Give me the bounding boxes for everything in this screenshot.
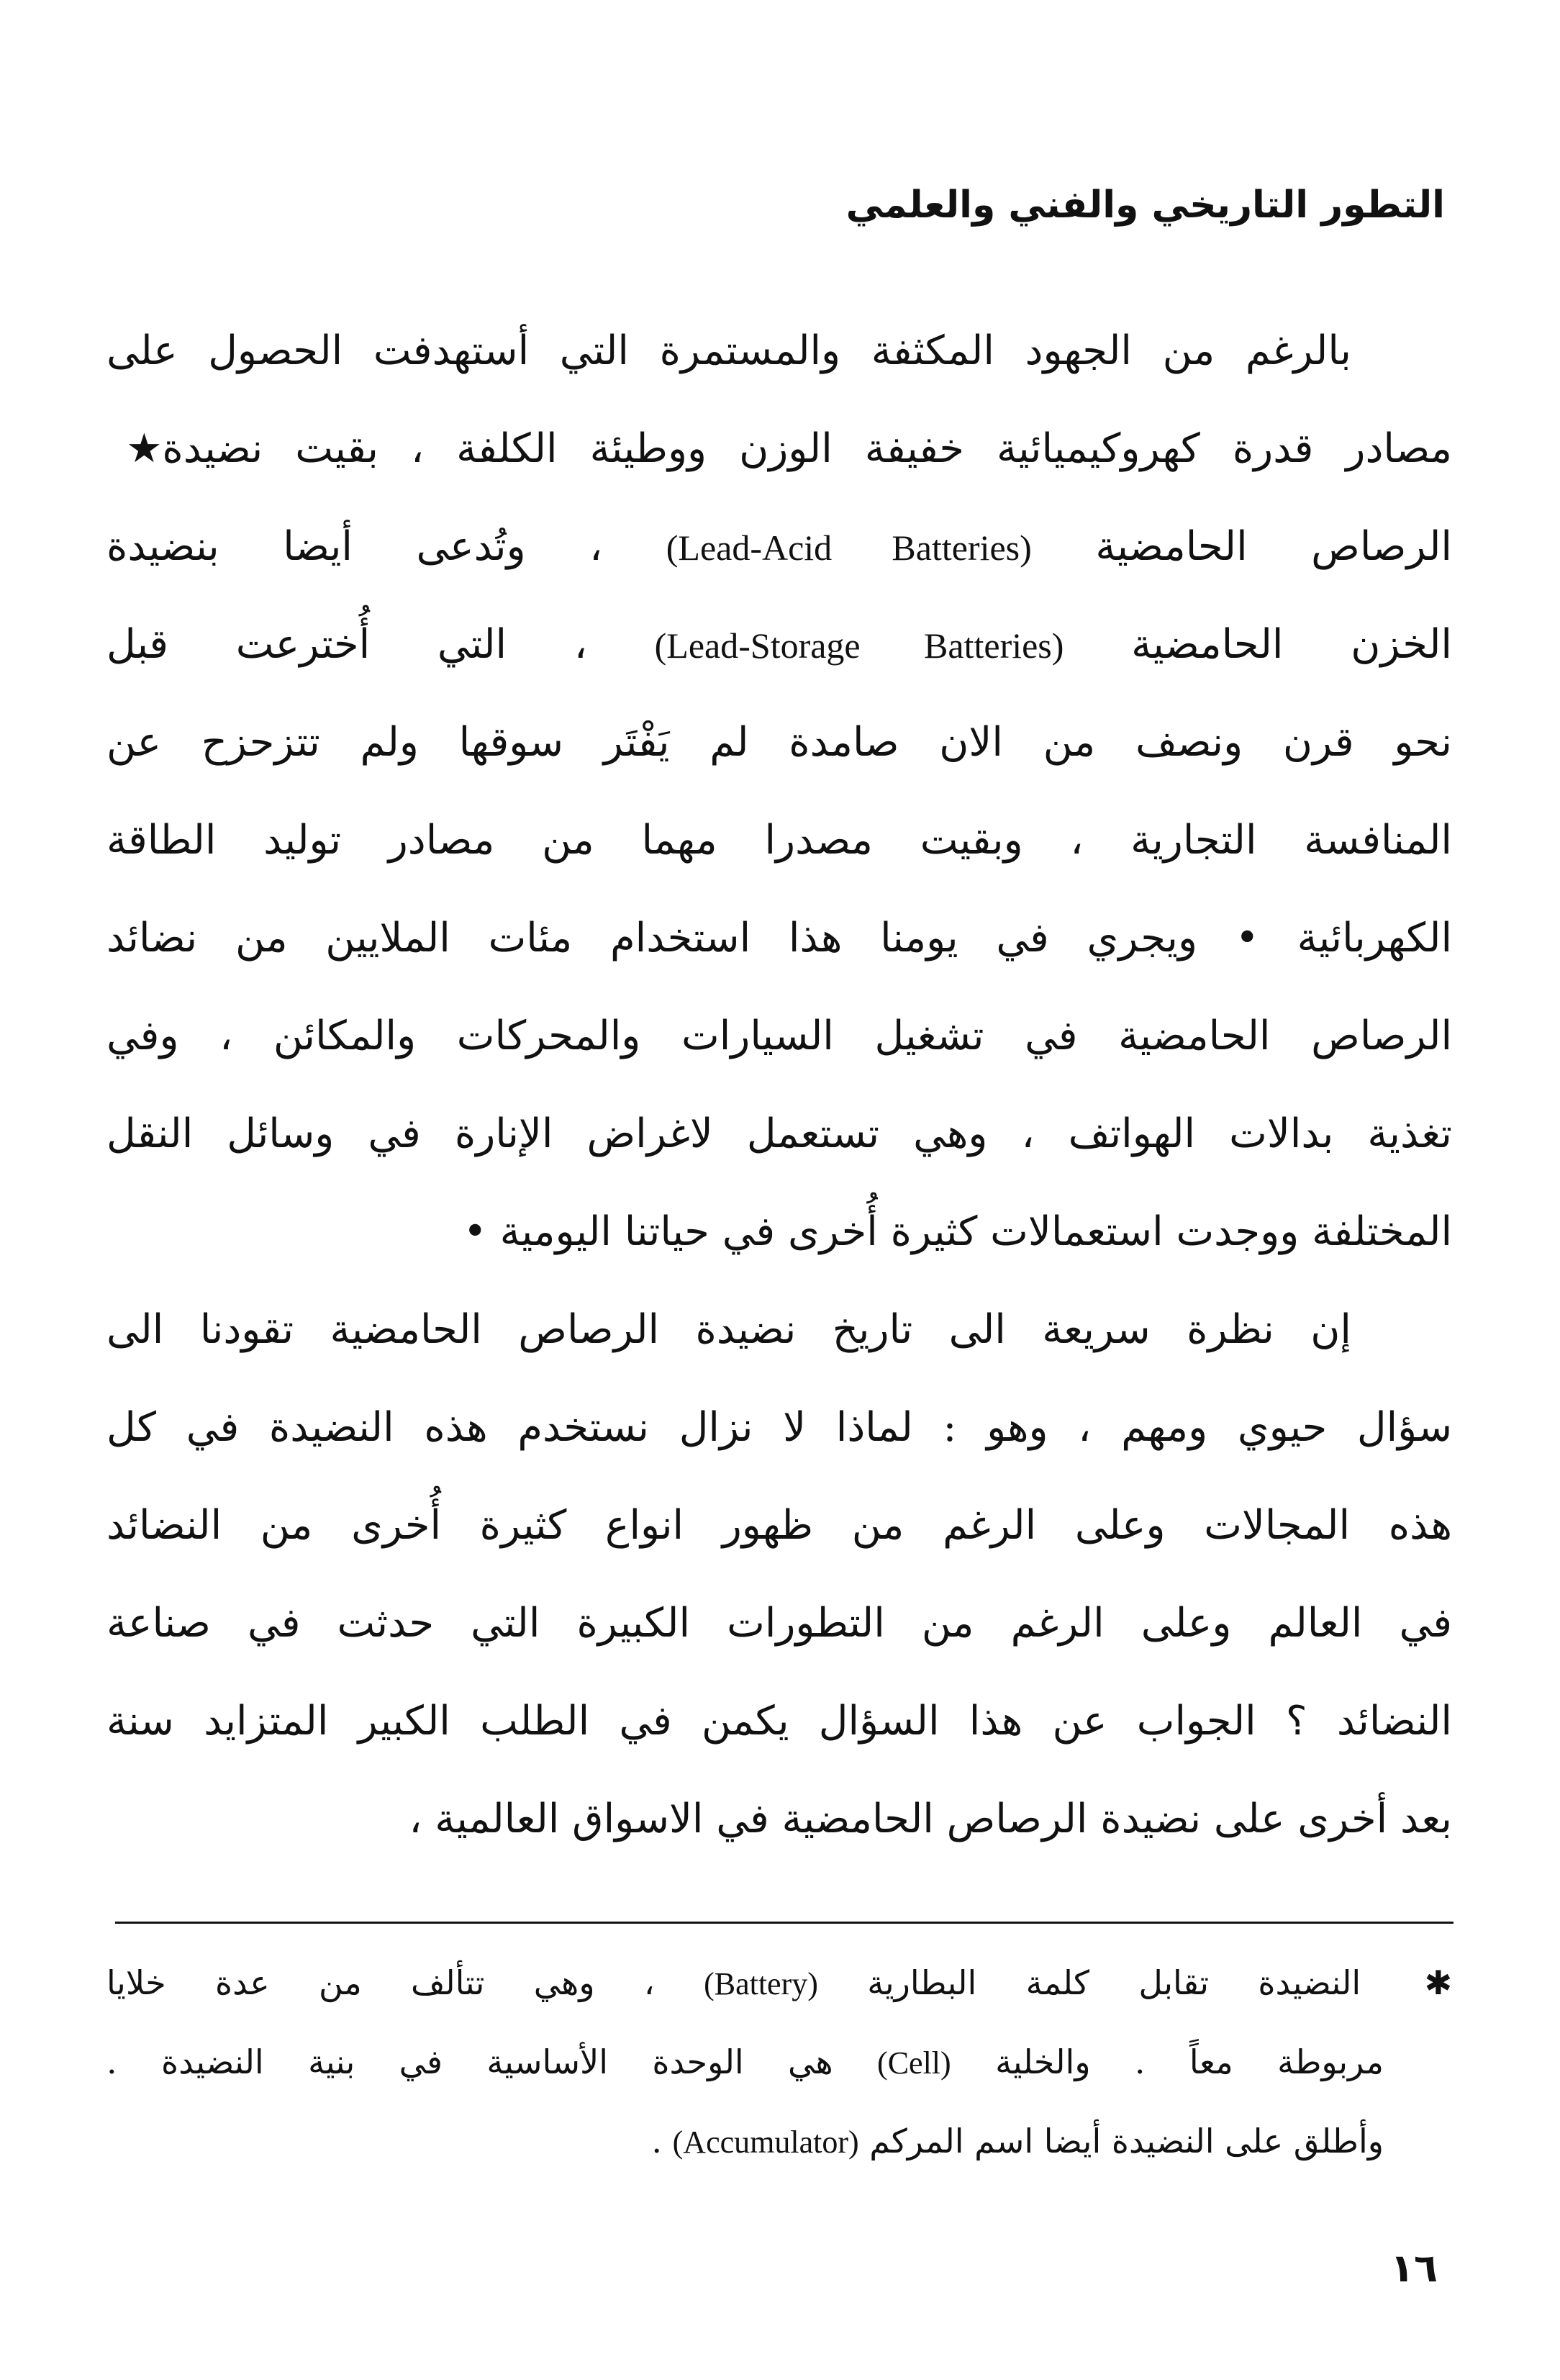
latin-term: (Cell) <box>877 2045 951 2081</box>
text-line <box>106 1477 1452 1575</box>
latin-term: (Battery) <box>704 1966 818 2001</box>
text-run: بعد أخرى على نضيدة الرصاص الحامضية في الاسواق العالمية ، <box>409 1796 1452 1842</box>
text-line <box>106 1281 1452 1379</box>
text-run: نحو قرن ونصف من الان صامدة لم يَفْتَر سوقها ولم تتزحزح عن <box>106 719 1452 766</box>
footnote-block <box>106 1943 1452 2181</box>
text-line <box>106 1770 1452 1868</box>
text-run: إن نظرة سريعة الى تاريخ نضيدة الرصاص الحامضية تقودنا الى <box>106 1306 1351 1353</box>
text-line <box>106 400 1452 498</box>
text-run: هي الوحدة الأساسية في بنية النضيدة . <box>106 2042 833 2081</box>
footnote-line <box>106 2101 1452 2181</box>
text-line <box>106 1183 1452 1281</box>
footnote-divider <box>115 1922 1454 1924</box>
text-line <box>106 1379 1452 1477</box>
running-header: التطور التاريخي والفني والعلمي <box>845 184 1445 227</box>
text-run: ، وتُدعى أيضا بنضيدة <box>106 523 603 570</box>
text-line <box>106 498 1452 596</box>
text-run: الرصاص الحامضية في تشغيل السيارات والمحركات والمكائن ، وفي <box>106 1013 1452 1059</box>
text-line <box>106 792 1452 890</box>
footnote-marker: ✱ <box>1424 1963 1452 2002</box>
text-run: مربوطة معاً . والخلية <box>995 2042 1384 2081</box>
text-line <box>106 596 1452 694</box>
text-run: النضيدة تقابل كلمة البطارية <box>867 1963 1361 2002</box>
text-line <box>106 1575 1452 1673</box>
body-text <box>106 302 1452 1868</box>
latin-term: (Lead-Storage Batteries) <box>654 625 1064 666</box>
page-number: ١٦ <box>1390 2245 1438 2291</box>
text-run: وأطلق على النضيدة أيضا اسم المركم <box>869 2122 1384 2160</box>
text-line <box>106 1085 1452 1183</box>
text-run: سؤال حيوي ومهم ، وهو : لماذا لا نزال نستخدم هذه النضيدة في كل <box>106 1404 1452 1451</box>
text-line <box>106 1673 1452 1770</box>
text-run: ، التي أُخترعت قبل <box>106 621 587 668</box>
text-run: الرصاص الحامضية <box>1095 523 1452 570</box>
text-run: المختلفة ووجدت استعمالات كثيرة أُخرى في حياتنا اليومية • <box>463 1208 1452 1255</box>
text-line <box>106 302 1452 400</box>
text-run: الكهربائية • ويجري في يومنا هذا استخدام مئات الملايين من نضائد <box>106 915 1452 961</box>
text-run: في العالم وعلى الرغم من التطورات الكبيرة التي حدثت في صناعة <box>106 1600 1452 1647</box>
text-run: الخزن الحامضية <box>1131 621 1452 668</box>
text-line <box>106 890 1452 987</box>
text-run: النضائد ؟ الجواب عن هذا السؤال يكمن في الطلب الكبير المتزايد سنة <box>106 1698 1452 1745</box>
text-run: المنافسة التجارية ، وبقيت مصدرا مهما من مصادر توليد الطاقة <box>106 817 1452 864</box>
footnote-line <box>106 2022 1452 2101</box>
footnote-ref-star: ★ <box>106 425 163 472</box>
text-run: ، وهي تتألف من عدة خلايا <box>106 1963 655 2002</box>
footnote-line <box>106 1943 1452 2022</box>
text-run: تغذية بدالات الهواتف ، وهي تستعمل لاغراض الإنارة في وسائل النقل <box>106 1110 1452 1157</box>
latin-term: (Accumulator) <box>672 2125 859 2160</box>
text-run: هذه المجالات وعلى الرغم من ظهور انواع كثيرة أُخرى من النضائد <box>106 1502 1452 1549</box>
text-line <box>106 987 1452 1085</box>
text-line <box>106 694 1452 792</box>
text-run: بالرغم من الجهود المكثفة والمستمرة التي أستهدفت الحصول على <box>106 327 1351 374</box>
latin-term: (Lead-Acid Batteries) <box>666 528 1032 568</box>
text-run: . <box>651 2122 663 2160</box>
text-run: مصادر قدرة كهروكيميائية خفيفة الوزن ووطيئة الكلفة ، بقيت نضيدة <box>162 425 1452 472</box>
